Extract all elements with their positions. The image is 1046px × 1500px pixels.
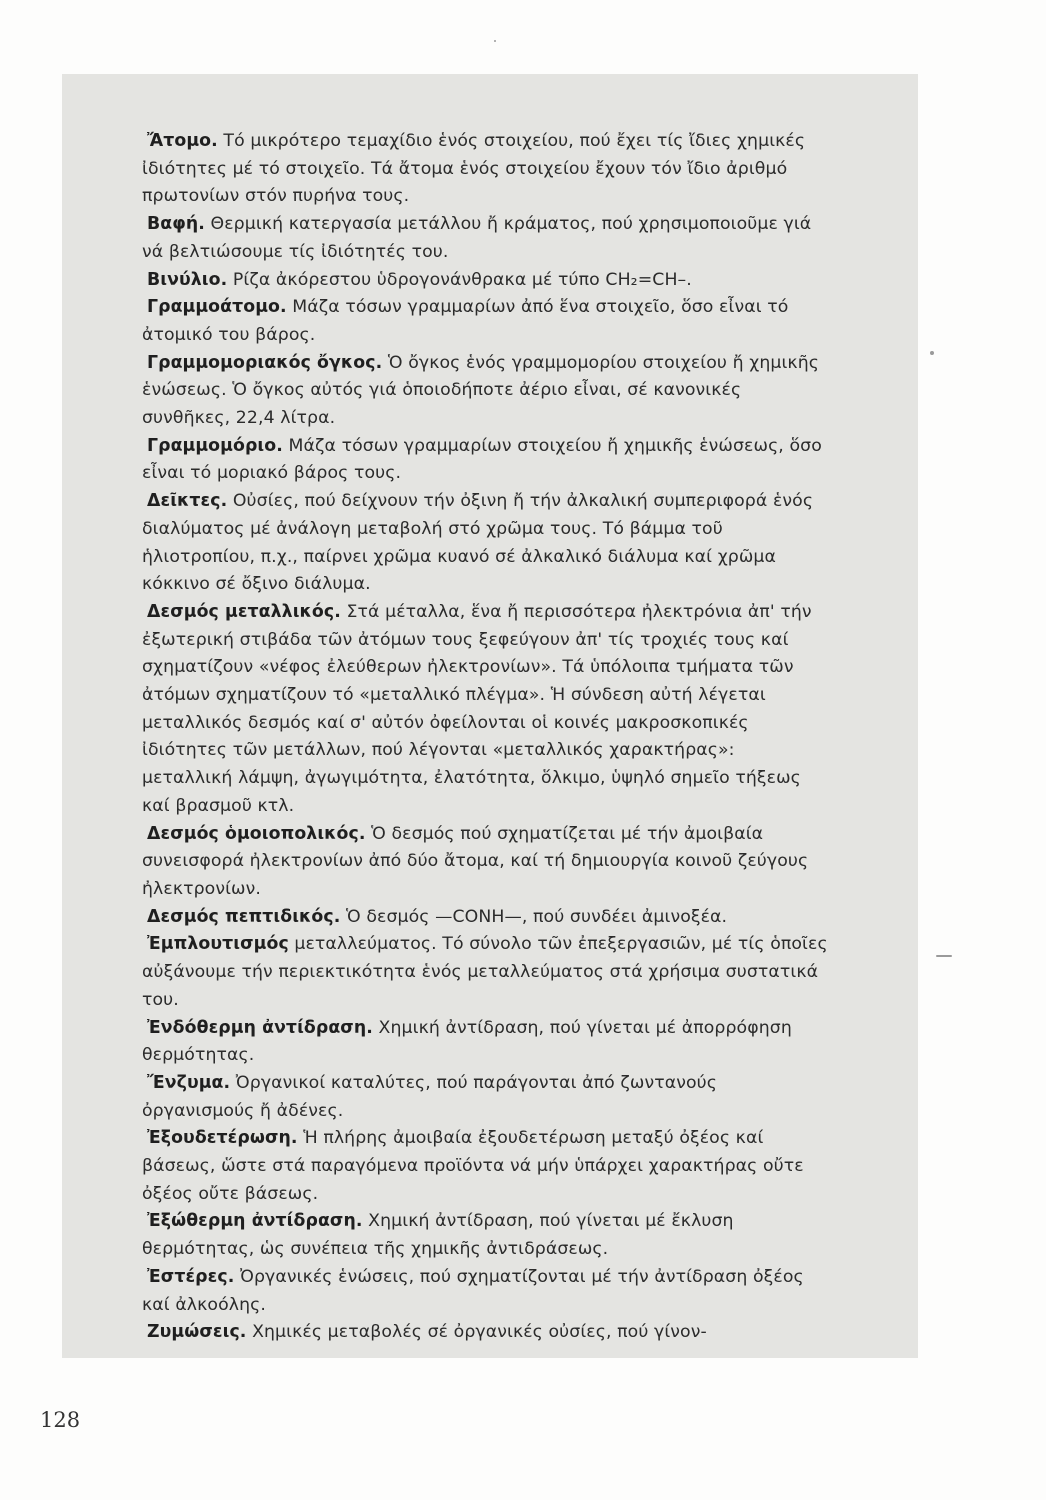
glossary-definition: Ὁ δεσμός —CONH—, πού συνδέει ἀμινοξέα. <box>345 906 728 927</box>
glossary-term: Δεσμός μεταλλικός. <box>147 601 341 622</box>
scan-speck <box>930 351 934 355</box>
glossary-term: Βαφή. <box>147 214 205 235</box>
glossary-definition: Ἡ πλήρης ἀμοιβαία ἐξουδετέρωση μεταξύ ὀξέος καί βάσεως, ὥστε στά παραγόμενα προϊόντα νά μήν ὑπάρχει χαρακτήρας οὔτε ὀξέος οὔτε βάσεως. <box>142 1128 804 1204</box>
glossary-definition: Ὀργανικοί καταλύτες, πού παράγονται ἀπό ζωντανούς ὀργανισμούς ἤ ἀδένες. <box>142 1072 718 1121</box>
glossary-definition: Ρίζα ἀκόρεστου ὑδρογονάνθρακα μέ τύπο CH₂=CH–. <box>232 269 692 290</box>
glossary-entry <box>142 211 828 266</box>
glossary-entry <box>142 1125 828 1208</box>
glossary-term: Ἐξώθερμη ἀντίδραση. <box>147 1211 363 1232</box>
glossary-definition: μεταλλεύματος. Τό σύνολο τῶν ἐπεξεργασιῶν, μέ τίς ὁποῖες αὐξάνουμε τήν περιεκτικότητα ἑνός μεταλλεύματος στά χρήσιμα συστατικά του. <box>142 934 828 1010</box>
glossary-term: Γραμμοάτομο. <box>147 297 287 318</box>
glossary-entry <box>142 1015 828 1070</box>
scan-speck <box>936 955 952 957</box>
glossary-term: Ζυμώσεις. <box>147 1322 247 1343</box>
glossary-definition: Θερμική κατεργασία μετάλλου ἤ κράματος, πού χρησιμοποιοῦμε γιά νά βελτιώσουμε τίς ἰδιότητές του. <box>142 214 812 262</box>
glossary-term: Ἐξουδετέρωση. <box>147 1128 298 1149</box>
glossary-definition: Ὁ ὄγκος ἑνός γραμμομορίου στοιχείου ἤ χημικῆς ἑνώσεως. Ὁ ὄγκος αὐτός γιά ὁποιοδήποτε ἀέριο εἶναι, σέ κανονικές συνθῆκες, 22,4 λίτρα. <box>142 352 820 429</box>
glossary-entry <box>142 931 828 1014</box>
glossary-entry <box>142 267 828 295</box>
glossary-definition: Ὀργανικές ἑνώσεις, πού σχηματίζονται μέ τήν ἀντίδραση ὀξέος καί ἀλκοόλης. <box>142 1266 804 1315</box>
glossary-entry <box>142 1208 828 1263</box>
glossary-term: Γραμμομόριο. <box>147 435 283 456</box>
glossary-entry <box>142 294 828 349</box>
glossary-term: Δεῖκτες. <box>147 491 228 512</box>
glossary-definition: Ὁ δεσμός πού σχηματίζεται μέ τήν ἀμοιβαία συνεισφορά ἠλεκτρονίων ἀπό δύο ἄτομα, καί τή δημιουργία κοινοῦ ζεύγους ἠλεκτρονίων. <box>142 823 809 899</box>
scan-speck <box>494 40 496 42</box>
glossary-term: Ἐστέρες. <box>147 1266 235 1287</box>
glossary-term: Ἐνδόθερμη ἀντίδραση. <box>147 1017 373 1038</box>
glossary-entry <box>142 1070 828 1125</box>
glossary-definition: Χημική ἀντίδραση, πού γίνεται μέ ἔκλυση θερμότητας, ὡς συνέπεια τῆς χημικῆς ἀντιδράσεως. <box>142 1211 734 1260</box>
glossary-definition: Χημικές μεταβολές σέ ὀργανικές οὐσίες, πού γίνον- <box>252 1322 707 1343</box>
page-number: 128 <box>40 1408 81 1432</box>
glossary-entry <box>142 488 828 599</box>
glossary-entry <box>142 128 828 211</box>
glossary-entry <box>142 1264 828 1319</box>
glossary-entry <box>142 1319 828 1347</box>
glossary-term: Ἔνζυμα. <box>147 1072 231 1093</box>
glossary-term: Ἄτομο. <box>147 131 218 151</box>
glossary-entry <box>142 433 828 488</box>
glossary-term: Δεσμός ὁμοιοπολικός. <box>147 823 366 844</box>
glossary-definition: Οὐσίες, πού δείχνουν τήν ὀξινη ἤ τήν ἀλκαλική συμπεριφορά ἑνός διαλύματος μέ ἀνάλογη μεταβολή στό χρῶμα τους. Τό βάμμα τοῦ ἡλιοτροπίου, π.χ., παίρνει χρῶμα κυανό σέ ἀλκαλικό διάλυμα καί χρῶμα κόκκινο σέ ὄξινο διάλυμα. <box>142 491 814 595</box>
glossary <box>142 128 828 1347</box>
glossary-term: Γραμμομοριακός ὄγκος. <box>147 352 383 373</box>
glossary-definition: Στά μέταλλα, ἕνα ἤ περισσότερα ἠλεκτρόνια ἀπ' τήν ἐξωτερική στιβάδα τῶν ἀτόμων τους ξεφεύγουν ἀπ' τίς τροχιές τους καί σχηματίζουν «νέφος ἐλεύθερων ἠλεκτρονίων». Τά ὑπόλοιπα τμήματα τῶν ἀτόμων σχηματίζουν τό «μεταλλικό πλέγμα». Ἡ σύνδεση αὐτή λέγεται μεταλλικός δεσμός καί σ' αὐτόν ὀφείλονται οἱ κοινές μακροσκοπικές ἰδιότητες τῶν μετάλλων, πού λέγονται «μεταλλικός χαρακτήρας»: μεταλλική λάμψη, ἀγωγιμότητα, ἐλατότητα, ὅλκιμο, ὑψηλό σημεῖο τήξεως καί βρασμοῦ κτλ. <box>142 601 812 816</box>
glossary-definition: Τό μικρότερο τεμαχίδιο ἑνός στοιχείου, πού ἔχει τίς ἴδιες χημικές ἰδιότητες μέ τό στοιχεῖο. Τά ἄτομα ἑνός στοιχείου ἔχουν τόν ἴδιο ἀριθμό πρωτονίων στόν πυρήνα τους. <box>142 131 806 207</box>
glossary-entry <box>142 821 828 904</box>
glossary-definition: Μάζα τόσων γραμμαρίων ἀπό ἕνα στοιχεῖο, ὅσο εἶναι τό ἀτομικό του βάρος. <box>142 297 789 345</box>
glossary-definition: Χημική ἀντίδραση, πού γίνεται μέ ἀπορρόφηση θερμότητας. <box>142 1017 792 1066</box>
glossary-definition: Μάζα τόσων γραμμαρίων στοιχείου ἤ χημικῆς ἑνώσεως, ὅσο εἶναι τό μοριακό βάρος τους. <box>142 435 822 484</box>
glossary-entry <box>142 599 828 821</box>
glossary-entry <box>142 350 828 433</box>
glossary-entry <box>142 904 828 932</box>
glossary-term: Δεσμός πεπτιδικός. <box>147 906 341 927</box>
glossary-term: Ἐμπλουτισμός <box>147 934 289 955</box>
glossary-term: Βινύλιο. <box>147 269 228 290</box>
